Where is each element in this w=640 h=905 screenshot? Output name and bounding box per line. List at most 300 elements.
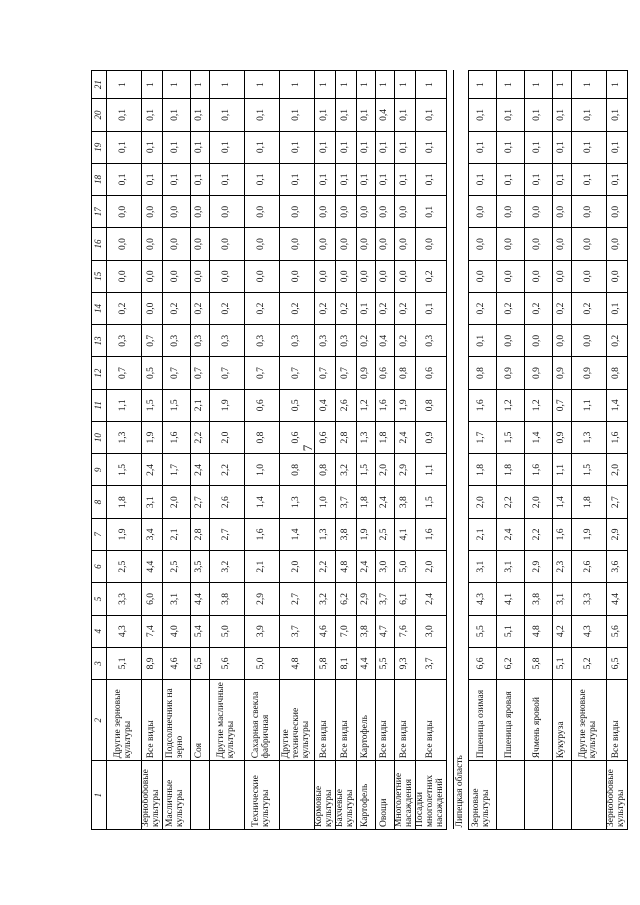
- value-cell: 0,0: [162, 260, 190, 292]
- value-cell: 0,1: [606, 131, 627, 163]
- table-row: [162, 71, 190, 830]
- table-row: [375, 71, 394, 830]
- column-number-header: 1: [92, 761, 107, 830]
- value-cell: 0,7: [209, 357, 244, 389]
- value-cell: 0,1: [394, 99, 415, 131]
- value-cell: 4,8: [279, 647, 314, 679]
- value-cell: 1: [571, 71, 606, 99]
- value-cell: 1,2: [356, 389, 375, 421]
- value-cell: 0,1: [335, 99, 356, 131]
- value-cell: 0,0: [375, 260, 394, 292]
- crop-group-cell: Зернобобовые культуры: [606, 761, 627, 830]
- value-cell: 0,8: [415, 389, 446, 421]
- value-cell: 3,7: [335, 486, 356, 518]
- value-cell: 0,0: [209, 228, 244, 260]
- value-cell: 0,1: [244, 131, 279, 163]
- value-cell: 1,8: [107, 486, 142, 518]
- value-cell: 0,7: [107, 357, 142, 389]
- value-cell: 0,1: [394, 131, 415, 163]
- value-cell: 8,1: [335, 647, 356, 679]
- value-cell: 0,0: [524, 196, 552, 228]
- table-row: [142, 71, 163, 830]
- crop-group-cell: [190, 761, 209, 830]
- value-cell: 0,0: [162, 228, 190, 260]
- value-cell: 0,1: [142, 99, 163, 131]
- value-cell: 0,1: [244, 163, 279, 195]
- value-cell: 1,3: [314, 518, 335, 550]
- section-row: [453, 71, 468, 830]
- value-cell: 4,1: [496, 583, 524, 615]
- value-cell: 4,3: [571, 615, 606, 647]
- value-cell: 5,2: [571, 647, 606, 679]
- value-cell: 0,0: [571, 228, 606, 260]
- value-cell: 0,0: [375, 196, 394, 228]
- value-cell: 0,7: [162, 357, 190, 389]
- crop-type-cell: Все виды: [394, 680, 415, 761]
- value-cell: 0,1: [552, 131, 571, 163]
- value-cell: 1,3: [279, 486, 314, 518]
- value-cell: 0,2: [356, 325, 375, 357]
- value-cell: 0,5: [142, 357, 163, 389]
- value-cell: 0,0: [190, 260, 209, 292]
- value-cell: 5,0: [244, 647, 279, 679]
- column-number-header: 11: [92, 389, 107, 421]
- value-cell: 0,1: [209, 163, 244, 195]
- value-cell: 0,1: [375, 131, 394, 163]
- value-cell: 0,3: [190, 325, 209, 357]
- value-cell: 0,0: [335, 260, 356, 292]
- value-cell: 0,3: [244, 325, 279, 357]
- value-cell: 1,9: [107, 518, 142, 550]
- value-cell: 0,1: [279, 131, 314, 163]
- value-cell: 2,9: [524, 551, 552, 583]
- value-cell: 7,0: [335, 615, 356, 647]
- value-cell: 1,5: [107, 454, 142, 486]
- value-cell: 0,0: [375, 228, 394, 260]
- crop-group-cell: [209, 761, 244, 830]
- value-cell: 1,6: [552, 518, 571, 550]
- value-cell: 1: [162, 71, 190, 99]
- crop-type-cell: Пшеница яровая: [496, 680, 524, 761]
- value-cell: 4,8: [335, 551, 356, 583]
- value-cell: 0,8: [606, 357, 627, 389]
- value-cell: 4,2: [552, 615, 571, 647]
- crop-group-cell: Кормовые культуры: [314, 761, 335, 830]
- crop-type-cell: Все виды: [142, 680, 163, 761]
- value-cell: 0,6: [314, 421, 335, 453]
- value-cell: 3,1: [468, 551, 496, 583]
- value-cell: 0,0: [356, 196, 375, 228]
- crop-type-cell: Все виды: [375, 680, 394, 761]
- value-cell: 0,0: [190, 196, 209, 228]
- value-cell: 0,1: [279, 163, 314, 195]
- column-number-header: 10: [92, 421, 107, 453]
- crop-group-cell: Посадки многолетних насаждений: [415, 761, 446, 830]
- value-cell: 0,9: [496, 357, 524, 389]
- value-cell: 1,4: [524, 421, 552, 453]
- value-cell: 0,0: [107, 260, 142, 292]
- value-cell: 1,3: [107, 421, 142, 453]
- value-cell: 4,4: [606, 583, 627, 615]
- value-cell: 0,0: [279, 260, 314, 292]
- table-row: [606, 71, 627, 830]
- value-cell: 1,9: [142, 421, 163, 453]
- column-number-header: 15: [92, 260, 107, 292]
- value-cell: 1,1: [415, 454, 446, 486]
- column-number-header: 9: [92, 454, 107, 486]
- value-cell: 5,1: [107, 647, 142, 679]
- column-number-header: 13: [92, 325, 107, 357]
- value-cell: 1,1: [107, 389, 142, 421]
- value-cell: 1,0: [244, 454, 279, 486]
- crop-group-cell: Зернобобовые культуры: [142, 761, 163, 830]
- value-cell: 1: [142, 71, 163, 99]
- value-cell: 7,6: [394, 615, 415, 647]
- value-cell: 0,1: [496, 99, 524, 131]
- value-cell: 0,1: [356, 99, 375, 131]
- crop-group-cell: Технические культуры: [244, 761, 279, 830]
- value-cell: 0,0: [496, 325, 524, 357]
- crop-type-cell: Пшеница озимая: [468, 680, 496, 761]
- column-number-header: 21: [92, 71, 107, 99]
- value-cell: 0,9: [356, 357, 375, 389]
- value-cell: 0,1: [356, 292, 375, 324]
- value-cell: 3,7: [415, 647, 446, 679]
- table-row: [190, 71, 209, 830]
- crop-type-cell: Другие зерновые культуры: [571, 680, 606, 761]
- value-cell: 0,0: [314, 228, 335, 260]
- value-cell: 0,1: [524, 99, 552, 131]
- value-cell: 0,0: [335, 196, 356, 228]
- value-cell: 8,9: [142, 647, 163, 679]
- value-cell: 1: [356, 71, 375, 99]
- value-cell: 5,6: [606, 615, 627, 647]
- crop-type-cell: Соя: [190, 680, 209, 761]
- value-cell: 0,1: [314, 163, 335, 195]
- value-cell: 0,0: [496, 196, 524, 228]
- value-cell: 1,1: [552, 454, 571, 486]
- value-cell: 6,0: [142, 583, 163, 615]
- value-cell: 0,3: [335, 325, 356, 357]
- value-cell: 0,1: [209, 131, 244, 163]
- value-cell: 1,6: [375, 389, 394, 421]
- value-cell: 2,9: [356, 583, 375, 615]
- value-cell: 1,4: [279, 518, 314, 550]
- value-cell: 1: [335, 71, 356, 99]
- value-cell: 1: [190, 71, 209, 99]
- value-cell: 0,1: [496, 163, 524, 195]
- value-cell: 0,8: [394, 357, 415, 389]
- section-title: Липецкая область: [453, 71, 468, 830]
- value-cell: 1,9: [394, 389, 415, 421]
- value-cell: 0,0: [190, 228, 209, 260]
- column-number-header: 6: [92, 551, 107, 583]
- value-cell: 2,9: [606, 518, 627, 550]
- crop-group-cell: Овощи: [375, 761, 394, 830]
- crop-group-cell: Многолетние насаждения: [394, 761, 415, 830]
- value-cell: 0,0: [142, 260, 163, 292]
- value-cell: 2,9: [394, 454, 415, 486]
- value-cell: 1: [524, 71, 552, 99]
- value-cell: 1: [496, 71, 524, 99]
- value-cell: 0,1: [415, 99, 446, 131]
- value-cell: 0,1: [468, 325, 496, 357]
- value-cell: 0,1: [314, 99, 335, 131]
- value-cell: 0,6: [375, 357, 394, 389]
- value-cell: 2,5: [107, 551, 142, 583]
- value-cell: 1,6: [415, 518, 446, 550]
- value-cell: 0,0: [394, 228, 415, 260]
- value-cell: 0,7: [552, 389, 571, 421]
- value-cell: 0,1: [468, 163, 496, 195]
- value-cell: 7,4: [142, 615, 163, 647]
- value-cell: 3,7: [375, 583, 394, 615]
- value-cell: 1: [606, 71, 627, 99]
- value-cell: 3,2: [335, 454, 356, 486]
- value-cell: 0,9: [552, 357, 571, 389]
- value-cell: 1: [314, 71, 335, 99]
- value-cell: 2,8: [190, 518, 209, 550]
- value-cell: 4,4: [142, 551, 163, 583]
- value-cell: 3,9: [244, 615, 279, 647]
- value-cell: 0,1: [142, 131, 163, 163]
- value-cell: 0,0: [356, 260, 375, 292]
- value-cell: 0,1: [415, 292, 446, 324]
- value-cell: 2,2: [496, 486, 524, 518]
- value-cell: 0,0: [279, 196, 314, 228]
- value-cell: 3,8: [335, 518, 356, 550]
- value-cell: 1,1: [571, 389, 606, 421]
- value-cell: 0,4: [375, 99, 394, 131]
- value-cell: 2,6: [209, 486, 244, 518]
- value-cell: 1,9: [209, 389, 244, 421]
- value-cell: 2,0: [415, 551, 446, 583]
- value-cell: 0,0: [524, 260, 552, 292]
- crop-type-cell: Кукуруза: [552, 680, 571, 761]
- value-cell: 0,1: [524, 163, 552, 195]
- value-cell: 6,2: [335, 583, 356, 615]
- value-cell: 1,5: [356, 454, 375, 486]
- value-cell: 0,1: [335, 131, 356, 163]
- value-cell: 0,8: [468, 357, 496, 389]
- value-cell: 1,3: [571, 421, 606, 453]
- value-cell: 3,8: [394, 486, 415, 518]
- value-cell: 6,1: [394, 583, 415, 615]
- value-cell: 0,1: [415, 163, 446, 195]
- value-cell: 1: [244, 71, 279, 99]
- value-cell: 2,4: [415, 583, 446, 615]
- value-cell: 0,0: [107, 228, 142, 260]
- column-number-header: 8: [92, 486, 107, 518]
- value-cell: 0,0: [552, 196, 571, 228]
- value-cell: 0,7: [314, 357, 335, 389]
- value-cell: 2,9: [244, 583, 279, 615]
- column-number-header: 17: [92, 196, 107, 228]
- value-cell: 0,1: [142, 163, 163, 195]
- value-cell: 6,2: [496, 647, 524, 679]
- value-cell: 2,4: [356, 551, 375, 583]
- section-gap: [446, 71, 453, 830]
- value-cell: 1,4: [244, 486, 279, 518]
- table-row: [209, 71, 244, 830]
- value-cell: 6,5: [190, 647, 209, 679]
- crop-type-cell: Другие зерновые культуры: [107, 680, 142, 761]
- value-cell: 0,2: [394, 325, 415, 357]
- value-cell: 2,4: [496, 518, 524, 550]
- crop-group-cell: [524, 761, 552, 830]
- value-cell: 0,1: [552, 99, 571, 131]
- value-cell: 0,1: [571, 99, 606, 131]
- value-cell: 0,3: [415, 325, 446, 357]
- value-cell: 1,4: [606, 389, 627, 421]
- value-cell: 2,6: [571, 551, 606, 583]
- value-cell: 2,7: [209, 518, 244, 550]
- value-cell: 0,2: [496, 292, 524, 324]
- value-cell: 1: [375, 71, 394, 99]
- value-cell: 0,1: [571, 163, 606, 195]
- page-number: 7: [300, 444, 315, 452]
- value-cell: 2,2: [209, 454, 244, 486]
- crop-type-cell: Все виды: [606, 680, 627, 761]
- value-cell: 5,1: [496, 615, 524, 647]
- value-cell: 0,6: [415, 357, 446, 389]
- value-cell: 0,1: [190, 131, 209, 163]
- value-cell: 0,7: [142, 325, 163, 357]
- value-cell: 4,0: [162, 615, 190, 647]
- value-cell: 0,2: [209, 292, 244, 324]
- value-cell: 0,1: [356, 131, 375, 163]
- value-cell: 0,1: [279, 99, 314, 131]
- value-cell: 2,1: [244, 551, 279, 583]
- value-cell: 3,6: [606, 551, 627, 583]
- table-row: [415, 71, 446, 830]
- value-cell: 0,2: [552, 292, 571, 324]
- value-cell: 0,9: [524, 357, 552, 389]
- value-cell: 1,3: [356, 421, 375, 453]
- column-number-header: 5: [92, 583, 107, 615]
- crop-type-cell: Другие масличные культуры: [209, 680, 244, 761]
- value-cell: 0,3: [279, 325, 314, 357]
- value-cell: 0,8: [279, 454, 314, 486]
- table-row: [314, 71, 335, 830]
- value-cell: 3,8: [209, 583, 244, 615]
- value-cell: 0,1: [335, 163, 356, 195]
- value-cell: 2,7: [190, 486, 209, 518]
- rotated-table-container: [91, 70, 626, 830]
- value-cell: 2,0: [375, 454, 394, 486]
- value-cell: 2,0: [606, 454, 627, 486]
- column-number-header: 2: [92, 680, 107, 761]
- value-cell: 0,0: [496, 260, 524, 292]
- value-cell: 3,1: [162, 583, 190, 615]
- value-cell: 0,0: [142, 228, 163, 260]
- value-cell: 0,0: [209, 196, 244, 228]
- value-cell: 2,4: [394, 421, 415, 453]
- value-cell: 1,5: [571, 454, 606, 486]
- value-cell: 5,4: [190, 615, 209, 647]
- value-cell: 1: [394, 71, 415, 99]
- value-cell: 1,9: [356, 518, 375, 550]
- value-cell: 5,8: [524, 647, 552, 679]
- value-cell: 1,2: [496, 389, 524, 421]
- value-cell: 3,7: [279, 615, 314, 647]
- value-cell: 0,1: [571, 131, 606, 163]
- table-row: [468, 71, 496, 830]
- value-cell: 0,1: [415, 196, 446, 228]
- value-cell: 0,0: [244, 260, 279, 292]
- value-cell: 1,8: [468, 454, 496, 486]
- crop-type-cell: Все виды: [335, 680, 356, 761]
- value-cell: 2,4: [142, 454, 163, 486]
- value-cell: 0,2: [524, 292, 552, 324]
- value-cell: 0,0: [314, 260, 335, 292]
- crop-group-cell: Бахчевые культуры: [335, 761, 356, 830]
- value-cell: 2,0: [524, 486, 552, 518]
- value-cell: 0,0: [571, 196, 606, 228]
- value-cell: 3,5: [190, 551, 209, 583]
- value-cell: 3,0: [415, 615, 446, 647]
- value-cell: 1,0: [314, 486, 335, 518]
- value-cell: 0,0: [571, 260, 606, 292]
- value-cell: 0,1: [606, 163, 627, 195]
- table-row: [496, 71, 524, 830]
- value-cell: 0,0: [279, 228, 314, 260]
- value-cell: 3,3: [571, 583, 606, 615]
- value-cell: 0,1: [606, 292, 627, 324]
- value-cell: 0,7: [335, 357, 356, 389]
- value-cell: 0,1: [606, 99, 627, 131]
- value-cell: 0,0: [468, 196, 496, 228]
- value-cell: 0,1: [375, 163, 394, 195]
- table-row: [335, 71, 356, 830]
- value-cell: 0,1: [468, 131, 496, 163]
- column-number-header: 16: [92, 228, 107, 260]
- value-cell: 0,1: [524, 131, 552, 163]
- value-cell: 0,2: [107, 292, 142, 324]
- value-cell: 1,5: [142, 389, 163, 421]
- value-cell: 4,6: [162, 647, 190, 679]
- value-cell: 1,4: [552, 486, 571, 518]
- table-row: [571, 71, 606, 830]
- value-cell: 0,0: [107, 196, 142, 228]
- value-cell: 0,1: [468, 99, 496, 131]
- value-cell: 0,2: [335, 292, 356, 324]
- value-cell: 2,8: [335, 421, 356, 453]
- value-cell: 1,6: [244, 518, 279, 550]
- value-cell: 0,0: [209, 260, 244, 292]
- value-cell: 0,2: [244, 292, 279, 324]
- value-cell: 0,1: [107, 99, 142, 131]
- value-cell: 0,6: [244, 389, 279, 421]
- value-cell: 2,6: [335, 389, 356, 421]
- value-cell: 3,0: [375, 551, 394, 583]
- value-cell: 5,1: [552, 647, 571, 679]
- value-cell: 0,0: [468, 260, 496, 292]
- value-cell: 0,0: [571, 325, 606, 357]
- value-cell: 2,4: [190, 454, 209, 486]
- value-cell: 0,1: [162, 163, 190, 195]
- value-cell: 0,0: [552, 260, 571, 292]
- value-cell: 0,1: [190, 163, 209, 195]
- value-cell: 2,5: [375, 518, 394, 550]
- value-cell: 3,8: [356, 615, 375, 647]
- value-cell: 2,3: [552, 551, 571, 583]
- table-row: [394, 71, 415, 830]
- value-cell: 4,6: [314, 615, 335, 647]
- value-cell: 0,8: [244, 421, 279, 453]
- column-number-header: 14: [92, 292, 107, 324]
- value-cell: 0,3: [107, 325, 142, 357]
